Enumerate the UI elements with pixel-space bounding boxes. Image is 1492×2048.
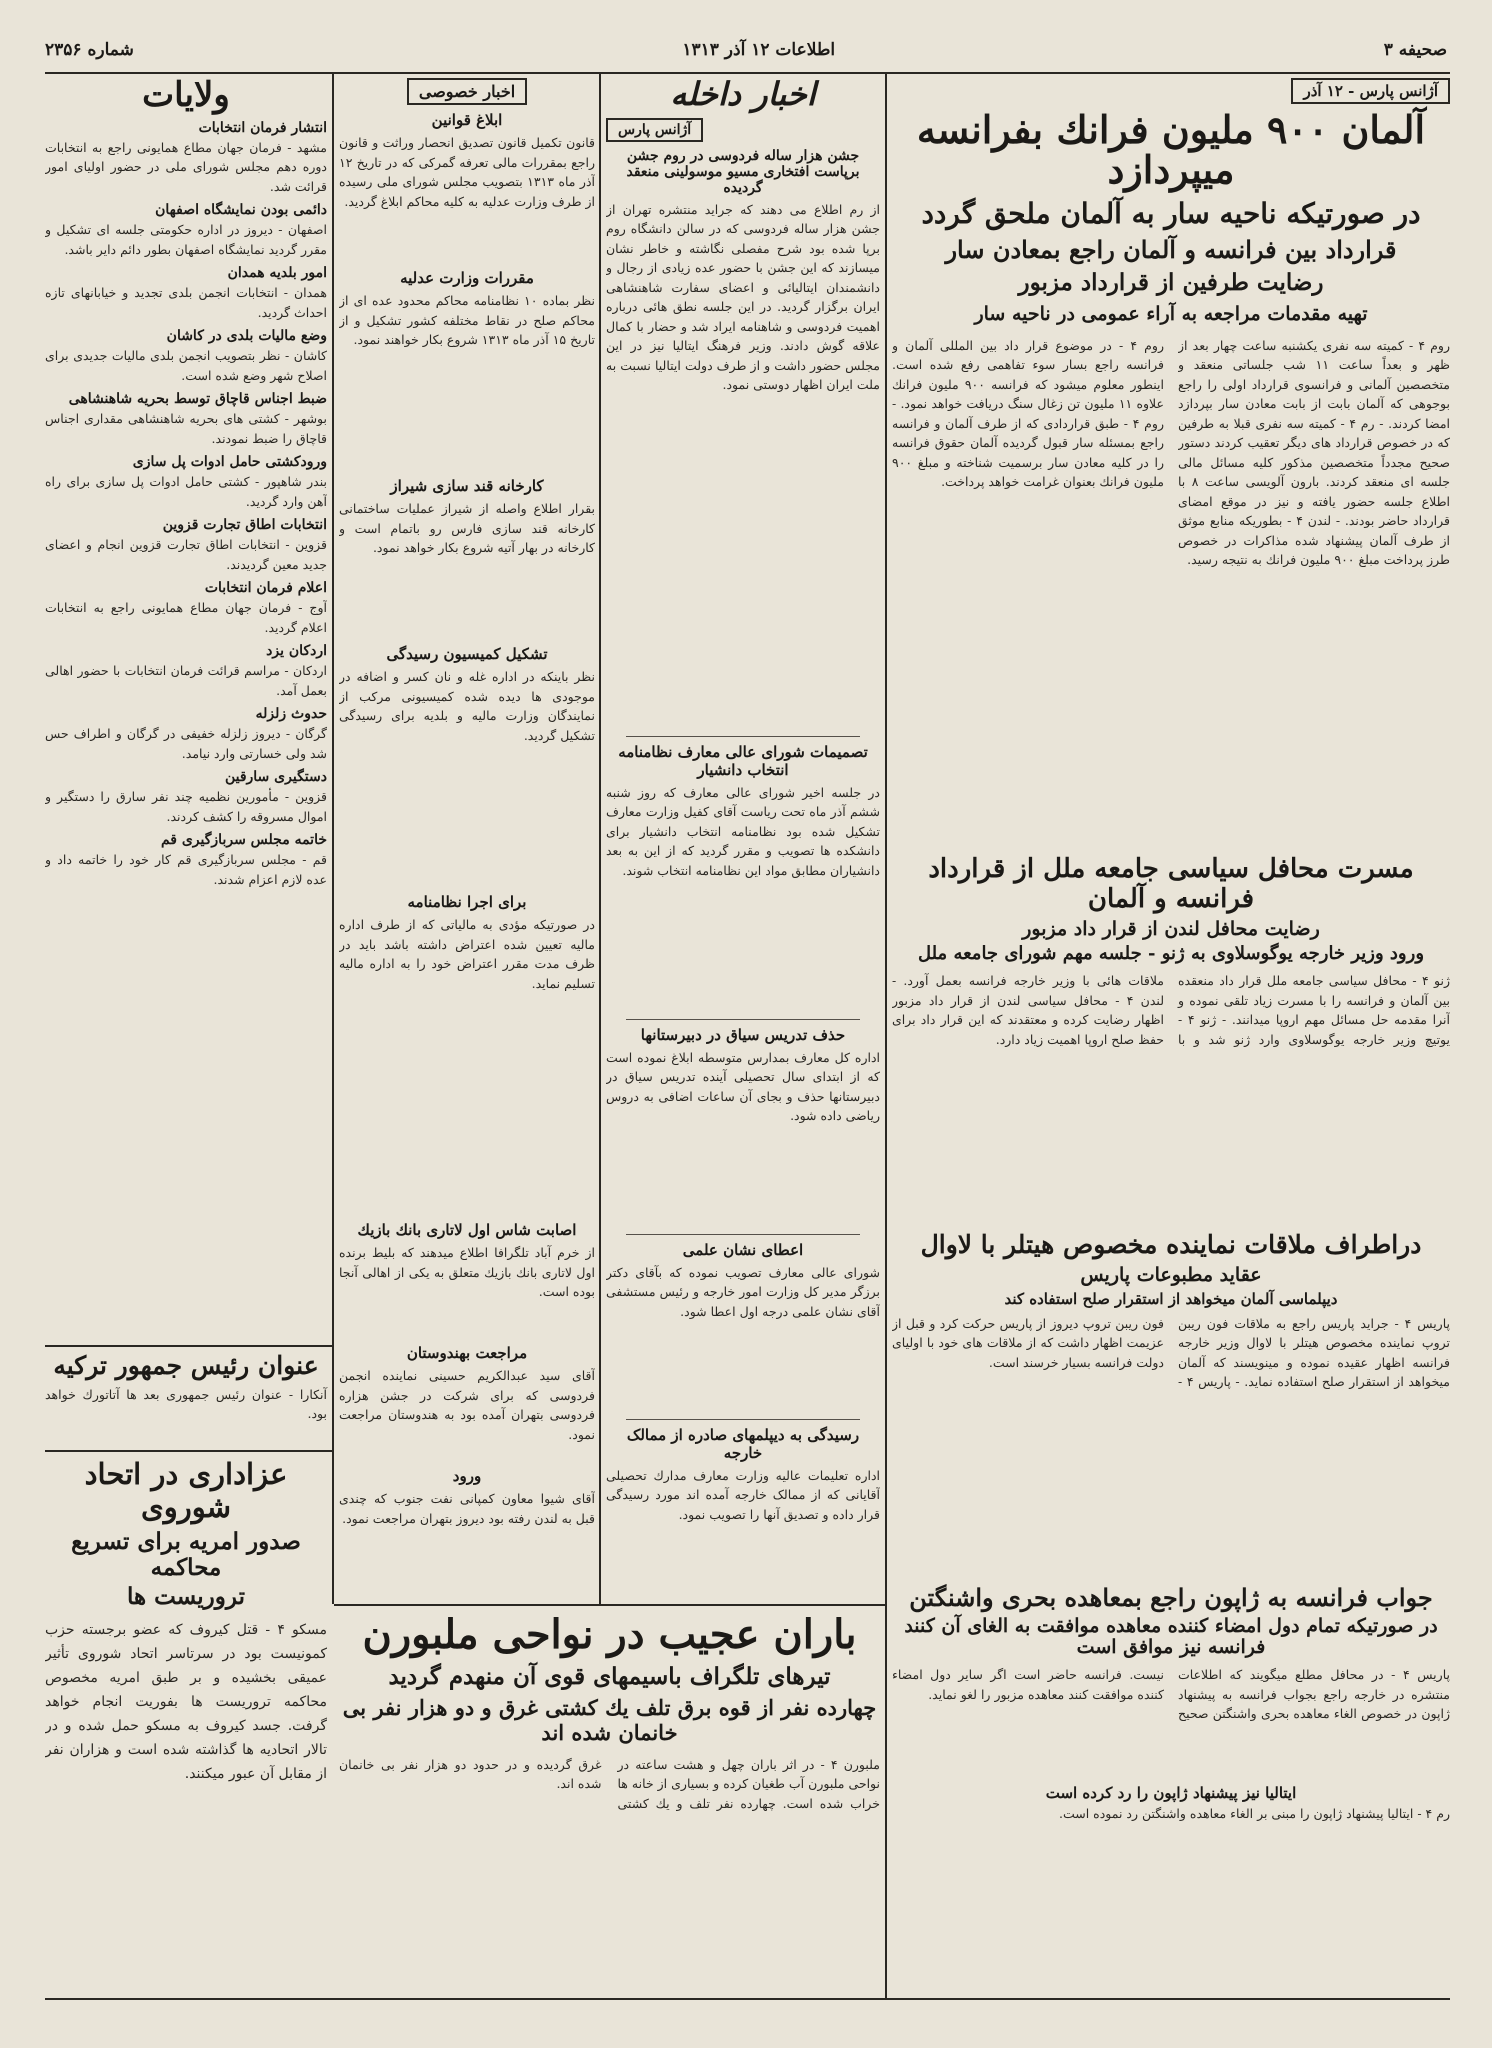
province-item-text: کاشان - نظر بتصویب انجمن بلدی مالیات جدیدی برای اصلاح شهر وضع شده است. <box>45 348 327 383</box>
province-item-text: گرگان - دیروز زلزله خفیفی در گرگان و اطراف حس شد ولی خسارتی وارد نیامد. <box>45 726 327 761</box>
lead-agency-tag: آژانس پارس - ۱۲ آذر <box>1291 78 1450 104</box>
province-item <box>45 265 327 322</box>
sugar-headline: کارخانه قند سازی شیراز <box>390 477 544 495</box>
arrival-body: آقای شیوا معاون کمپانی نفت جنوب که چندی قبل به لندن رفته بود دیروز بتهران مراجعت نمود. <box>339 1491 595 1526</box>
ferdowsi-body: از رم اطلاع می دهند که جراید منتشره تهران از جشن هزار ساله فردوسی که در سالن دانشگاه روم برپا شده بود شرح مفصلی نگاشته و خاطر نشان میسازند که این جشن با حضور عده زیادی از رجال و دانشمندان ایتالیائی و اعضای سفارت شاهنشاهی ایران برگزار گردید. در این جلسه نطق هائی درباره اهمیت فردوسی و شاهنامه ایراد شد و حضار با کمال علاقه گوش دادند. وزیر فرهنگ ایتالیا نیز در این مجلس حضور داشت و از طرف دولت ایتالیا نسبت به ملت ایران اظهار دوستی نمود. <box>606 201 880 393</box>
private-news-column <box>339 78 595 1600</box>
province-item-text: قزوین - مأمورین نظمیه چند نفر سارق را دستگیر و اموال مسروقه را کشف کردند. <box>45 789 327 824</box>
province-item-title: حدوث زلزله <box>255 706 327 723</box>
province-item <box>45 580 327 637</box>
province-item <box>45 120 327 197</box>
return-body: آقای سید عبدالکریم حسینی نماینده انجمن فردوسی که برای شرکت در جشن هزاره فردوسی بتهران آمده بود به هندوستان مراجعت نمود. <box>339 1368 595 1442</box>
turkey-text: آنکارا - عنوان رئیس جمهوری بعد ها آتاتورك خواهد بود. <box>45 1386 327 1422</box>
melbourne-item <box>339 1614 880 1994</box>
soviet-sub1: صدور امریه برای تسریع محاکمه <box>71 1527 301 1582</box>
province-item-title: انتخابات اطاق تجارت قزوین <box>162 517 327 534</box>
regulation-body: در صورتیکه مؤدی به مالیاتی که از طرف اداره مالیه تعیین شده اعتراض داشته باشد باید در ظرف مدت مقرر اعتراض خود را به اداره مالیه تسلیم نماید. <box>339 917 595 991</box>
lead-body-columns <box>892 336 1450 841</box>
issue-number: شماره ۲۳۵۶ <box>45 40 134 60</box>
hitler-sub2: دیپلماسی آلمان میخواهد از استقرار صلح استفاده کند <box>1004 1289 1338 1308</box>
province-item <box>45 391 327 448</box>
siyaq-headline: حذف تدریس سیاق در دبیرستانها <box>640 1025 846 1044</box>
province-item <box>45 769 327 826</box>
col-rule-2 <box>599 74 601 1604</box>
provinces-column <box>45 78 327 1338</box>
league-headline: مسرت محافل سیاسی جامعه ملل از قرارداد فرانسه و آلمان <box>928 853 1414 914</box>
return-headline: مراجعت بهندوستان <box>406 1344 528 1362</box>
province-item-title: امور بلدیه همدان <box>227 265 327 282</box>
province-item-text: اردکان - مراسم قرائت فرمان انتخابات با حضور اهالی بعمل آمد. <box>45 663 327 698</box>
league-sub2: ورود وزیر خارجه یوگوسلاوی به ژنو - جلسه مهم شورای جامعه ملل <box>917 943 1425 965</box>
province-item-text: مشهد - فرمان جهان مطاع همایونی راجع به انتخابات دوره دهم مجلس شورای ملی در حضور اولیای امور قرائت شد. <box>45 139 327 194</box>
province-item-text: آوج - فرمان جهان مطاع همایونی راجع به انتخابات اعلام گردید. <box>45 600 327 635</box>
japan-headline: جواب فرانسه به ژاپون راجع بمعاهده بحری واشنگتن <box>909 1582 1433 1612</box>
province-item-text: بندر شاهپور - کشتی حامل ادوات پل سازی برای راه آهن وارد گردید. <box>45 474 327 509</box>
col-rule-1 <box>885 74 887 1999</box>
council-headline: تصمیمات شورای عالی معارف نظامنامه انتخاب دانشیار <box>618 742 868 779</box>
province-item-title: ضبط اجناس قاچاق توسط بحریه شاهنشاهی <box>68 391 327 408</box>
hitler-sub1: عقاید مطبوعات پاریس <box>1080 1263 1262 1286</box>
provinces-list <box>45 120 327 890</box>
province-item-text: بوشهر - کشتی های بحریه شاهنشاهی مقداری اجناس قاچاق را ضبط نمودند. <box>45 411 327 446</box>
lead-sub2: قرارداد بین فرانسه و آلمان راجع بمعادن سار <box>945 234 1397 264</box>
justice-body: نظر بماده ۱۰ نظامنامه محاکم محدود عده ای از محاکم صلح در نقاط مختلفه کشور تشکیل و از تاریخ ۱۵ آذر ماه ۱۳۱۳ شروع بکار خواهند نمود. <box>339 293 595 347</box>
melbourne-rule <box>334 1604 885 1606</box>
justice-headline: مقررات وزارت عدلیه <box>400 269 534 287</box>
page-label: صحیفه ۳ <box>1383 40 1447 60</box>
province-item <box>45 706 327 763</box>
laws-body: قانون تکمیل قانون تصدیق انحصار وراثت و قانون راجع بمقررات مالی تعرفه گمرکی که در تاریخ ۱۲ آذر ماه ۱۳۱۳ بتصویب مجلس شورای ملی رسیده از طرف وزارت عدلیه به کلیه محاکم ابلاغ گردید. <box>339 135 595 209</box>
province-item-text: قم - مجلس سربازگیری قم کار خود را خاتمه داد و عده لازم اعزام شدند. <box>45 852 327 887</box>
council-body: در جلسه اخیر شورای عالی معارف که روز شنبه ششم آذر ماه تحت ریاست آقای کفیل وزارت معارف تشکیل شده بود نظامنامه انتخاب دانشیار برای دانشکده ها تصویب و مقرر گردید که از این به بعد دانشیاران مطابق مواد این نظامنامه انتخاب شوند. <box>606 784 880 878</box>
arrival-headline: ورود <box>452 1467 482 1485</box>
sugar-body: بقرار اطلاع واصله از شیراز عملیات ساختمانی کارخانه قند سازی فارس رو باتمام است و کارخانه در بهار آتیه شروع بکار خواهد نمود. <box>339 501 595 555</box>
melbourne-title: باران عجیب در نواحی ملبورن <box>362 1614 857 1658</box>
japan-body: پاریس ۴ - در محافل مطلع میگویند که اطلاعات منتشره در خارجه راجع بجواب فرانسه به پیشنهاد ژاپون در خصوص الغاء معاهده بحری واشنگتن صحیح نیست. فرانسه حاضر است اگر سایر دول امضاء کننده موافقت کنند معاهده مزبور را لغو نماید. <box>892 1667 1450 1722</box>
hitler-headline: دراطراف ملاقات نماینده مخصوص هیتلر با لاوال <box>920 1230 1422 1260</box>
top-rule <box>45 72 1450 74</box>
laws-headline: ابلاغ قوانین <box>431 111 503 129</box>
soviet-sub2: تروریست ها <box>127 1582 245 1610</box>
medal-headline: اعطای نشان علمی <box>682 1240 804 1259</box>
lead-body-2: روم ۴ - در موضوع قرار داد بین المللی آلمان و فرانسه راجع بسار سوء تفاهمی رفع شده است. اینطور معلوم میشود که فرانسه ۹۰۰ ملیون فرانك علاوه ۱۱ ملیون تن زغال سنگ دریافت خواهد نمود. - روم ۴ - طبق قراردادی که از طرف آلمان و فرانسه راجع بمسئله سار قبول گردیده آلمان حقوق فرانسه را در کلیه معادن سار برسمیت شناخته و مبلغ ۹۰۰ ملیون فرانك بعنوان غرامت خواهد پرداخت. <box>892 337 1164 490</box>
siyaq-body: اداره کل معارف بمدارس متوسطه ابلاغ نموده است که از ابتدای سال تحصیلی آینده تدریس سیاق در دبیرستانها حذف و بجای آن ساعات اضافی به دروس ریاضی داده شود. <box>606 1049 880 1124</box>
italy-sub: ایتالیا نیز پیشنهاد ژاپون را رد کرده است <box>1045 1784 1297 1803</box>
province-item <box>45 832 327 889</box>
province-item-title: دستگیری سارقین <box>224 769 327 786</box>
turkey-item <box>45 1352 327 1424</box>
italy-body: رم ۴ - ایتالیا پیشنهاد ژاپون را مبنی بر الغاء معاهده واشنگتن رد نموده است. <box>1058 1806 1450 1822</box>
private-news-title: اخبار خصوصی <box>407 78 527 105</box>
lead-sub3: رضایت طرفین از قرارداد مزبور <box>1018 268 1324 296</box>
league-sub1: رضایت محافل لندن از قرار داد مزبور <box>1022 917 1320 940</box>
province-item-text: همدان - انتخابات انجمن بلدی تجدید و خیابانهای تازه احداث گردید. <box>45 285 327 320</box>
melbourne-text: ملبورن ۴ - در اثر باران چهل و هشت ساعته در نواحی ملبورن آب طغیان کرده و بسیاری از خانه ها خراب شده است. چهارده نفر تلف و یك کشتی غرق گردیده و در حدود دو هزار نفر بی خانمان شده اند. <box>339 1756 880 1811</box>
province-item-title: اردکان یزد <box>266 643 327 660</box>
province-item-title: انتشار فرمان انتخابات <box>198 119 327 136</box>
japan-sub: در صورتیکه تمام دول امضاء کننده معاهده موافقت به الغای آن کنند فرانسه نیز موافق است <box>904 1614 1438 1659</box>
lottery-headline: اصابت شاس اول لاتاری بانك بازیك <box>357 1221 577 1239</box>
col-rule-3 <box>332 74 334 1604</box>
medal-body: شورای عالی معارف تصویب نموده که بآقای دکتر برزگر مدیر کل وزارت امور خارجه و رئیس مستشفی آقای نشان علمی درجه اول اعطا شود. <box>606 1264 880 1319</box>
soviet-title: عزاداری در اتحاد شوروی <box>84 1458 288 1525</box>
internal-agency-tag: آژانس پارس <box>606 118 703 142</box>
soviet-rule <box>45 1450 332 1452</box>
melbourne-sub1: تیرهای تلگراف باسیمهای قوی آن منهدم گردید <box>388 1663 831 1690</box>
province-item-title: دائمی بودن نمایشگاه اصفهان <box>155 202 327 219</box>
lead-sub1: در صورتیکه ناحیه سار به آلمان ملحق گردد <box>921 196 1421 230</box>
province-item-title: ورودکشتی حامل ادوات پل سازی <box>132 454 327 471</box>
regulation-headline: برای اجرا نظامنامه <box>407 893 527 911</box>
melbourne-sub2: چهارده نفر از قوه برق تلف یك کشتی غرق و دو هزار نفر بی خانمان شده اند <box>342 1695 877 1745</box>
provinces-title: ولایات <box>142 78 230 115</box>
province-item <box>45 328 327 385</box>
province-item-text: اصفهان - دیروز در اداره حکومتی جلسه ای تشکیل و مقرر گردید نمایشگاه اصفهان بطور دائم دایر باشد. <box>45 222 327 257</box>
province-item-title: اعلام فرمان انتخابات <box>204 580 327 597</box>
soviet-item <box>45 1458 327 1998</box>
internal-news-title: اخبار داخله <box>670 78 816 113</box>
province-item <box>45 454 327 511</box>
lead-headline: آلمان ۹۰۰ ملیون فرانك بفرانسه میپردازد <box>916 107 1426 192</box>
turkey-rule <box>45 1345 332 1347</box>
league-body: ژنو ۴ - محافل سیاسی جامعه ملل قرار داد منعقده بین آلمان و فرانسه را با مسرت زیاد تلقی نموده و آنرا مقدمه حل مسائل مهم اروپا میدانند. - ژنو ۴ - یوتیچ وزیر خارجه یوگوسلاوی وارد ژنو شد و با ملاقات هائی با وزیر خارجه فرانسه بعمل آورد. - لندن ۴ - محافل سیاسی لندن از قرار داد مزبور اظهار رضایت کرده و معتقدند که این قرار داد برای حفظ صلح اروپا اهمیت زیاد دارد. <box>892 973 1450 1047</box>
turkey-title: عنوان رئیس جمهور ترکیه <box>53 1351 319 1380</box>
diploma-headline: رسیدگی به دیپلمهای صادره از ممالک خارجه <box>626 1425 860 1462</box>
diploma-body: اداره تعلیمات عالیه وزارت معارف مدارك تحصیلی آقایانی که از ممالک خارجه آمده اند مورد رسیدگی قرار داده و تصدیق آنها را تصویب نمود. <box>606 1467 880 1522</box>
province-item-text: قزوین - انتخابات اطاق تجارت قزوین انجام و اعضای جدید معین گردیدند. <box>45 537 327 572</box>
lottery-body: از خرم آباد تلگرافا اطلاع میدهند که بلیط برنده اول لاتاری بانك بازیك متعلق به یکی از اهالی آنجا بوده است. <box>339 1245 595 1299</box>
lead-sub4: تهیه مقدمات مراجعه به آراء عمومی در ناحیه سار <box>974 303 1368 325</box>
masthead <box>45 30 1447 70</box>
province-item-title: خاتمه مجلس سربازگیری قم <box>160 832 327 849</box>
paper-date: اطلاعات ۱۲ آذر ۱۳۱۳ <box>682 40 836 60</box>
commission-headline: تشکیل کمیسیون رسیدگی <box>386 645 548 663</box>
hitler-body: پاریس ۴ - جراید پاریس راجع به ملاقات فون ریبن تروپ نماینده مخصوص هیتلر با لاوال وزیر خارجه فرانسه اظهار عقیده نموده و مینویسند که آلمان میخواهد از استقرار صلح استفاده نماید. - پاریس ۴ - فون ریبن تروپ دیروز از پاریس حرکت کرد و قبل از عزیمت اظهار داشت که از ملاقات های خود با اولیای دولت فرانسه بسیار خرسند است. <box>892 1315 1450 1390</box>
internal-news-column <box>606 78 880 1600</box>
bottom-rule <box>45 1998 1450 2000</box>
province-item <box>45 202 327 259</box>
ferdowsi-headline: جشن هزار ساله فردوسی در روم جشن برپاست افتخاری مسیو موسولینی منعقد گردیده <box>626 147 860 196</box>
province-item <box>45 643 327 700</box>
lead-column <box>892 78 1450 1998</box>
province-item <box>45 517 327 574</box>
commission-body: نظر باینکه در اداره غله و نان کسر و اضافه در موجودی ها دیده شده کمیسیونی مرکب از نمایندگان وزارت مالیه و بلدیه برای رسیدگی تشکیل گردید. <box>339 669 595 743</box>
soviet-text: مسکو ۴ - قتل کیروف که عضو برجسته حزب کمونیست بود در سرتاسر اتحاد شوروی تأثیر عمیقی بخشیده و بر طبق امریه مخصوص محاکمه تروریست ها بفوریت انجام خواهد گرفت. جسد کیروف به مسکو حمل شده و در تالار اتحادیه ها گذاشته شده است و هزاران نفر از مقابل آن عبور میکنند. <box>45 1622 327 1782</box>
province-item-title: وضع مالیات بلدی در کاشان <box>166 328 327 345</box>
lead-body-1: روم ۴ - کمیته سه نفری یکشنبه ساعت چهار بعد از ظهر و بعداً ساعت ۱۱ شب جلساتی منعقد و متخصصین آلمانی و فرانسوی قرارداد اولی را راجع بوجوهی که آلمان بابت از بابت معادن سار بپردازد امضا کردند. - رم ۴ - کمیته سه نفری قبلا به طرفین که در خصوص قرارداد های دیگر تعقیب کردند دستور صحیح مجدداً متخصصین مذکور کلیه مسائل مالی جلسه ای منعقد کردند. بارون آلویسی ساعت ۸ با اطلاع جلسه حضور یافته و نیز در موقع امضای قرارداد حاضر بودند. - لندن ۴ - بطوریکه منابع موثق از طرف آلمان پیشنهاد شده مذاکرات در خصوص طرز پرداخت مبلغ ۹۰۰ ملیون فرانك به نتیجه رسید. <box>1178 337 1450 568</box>
